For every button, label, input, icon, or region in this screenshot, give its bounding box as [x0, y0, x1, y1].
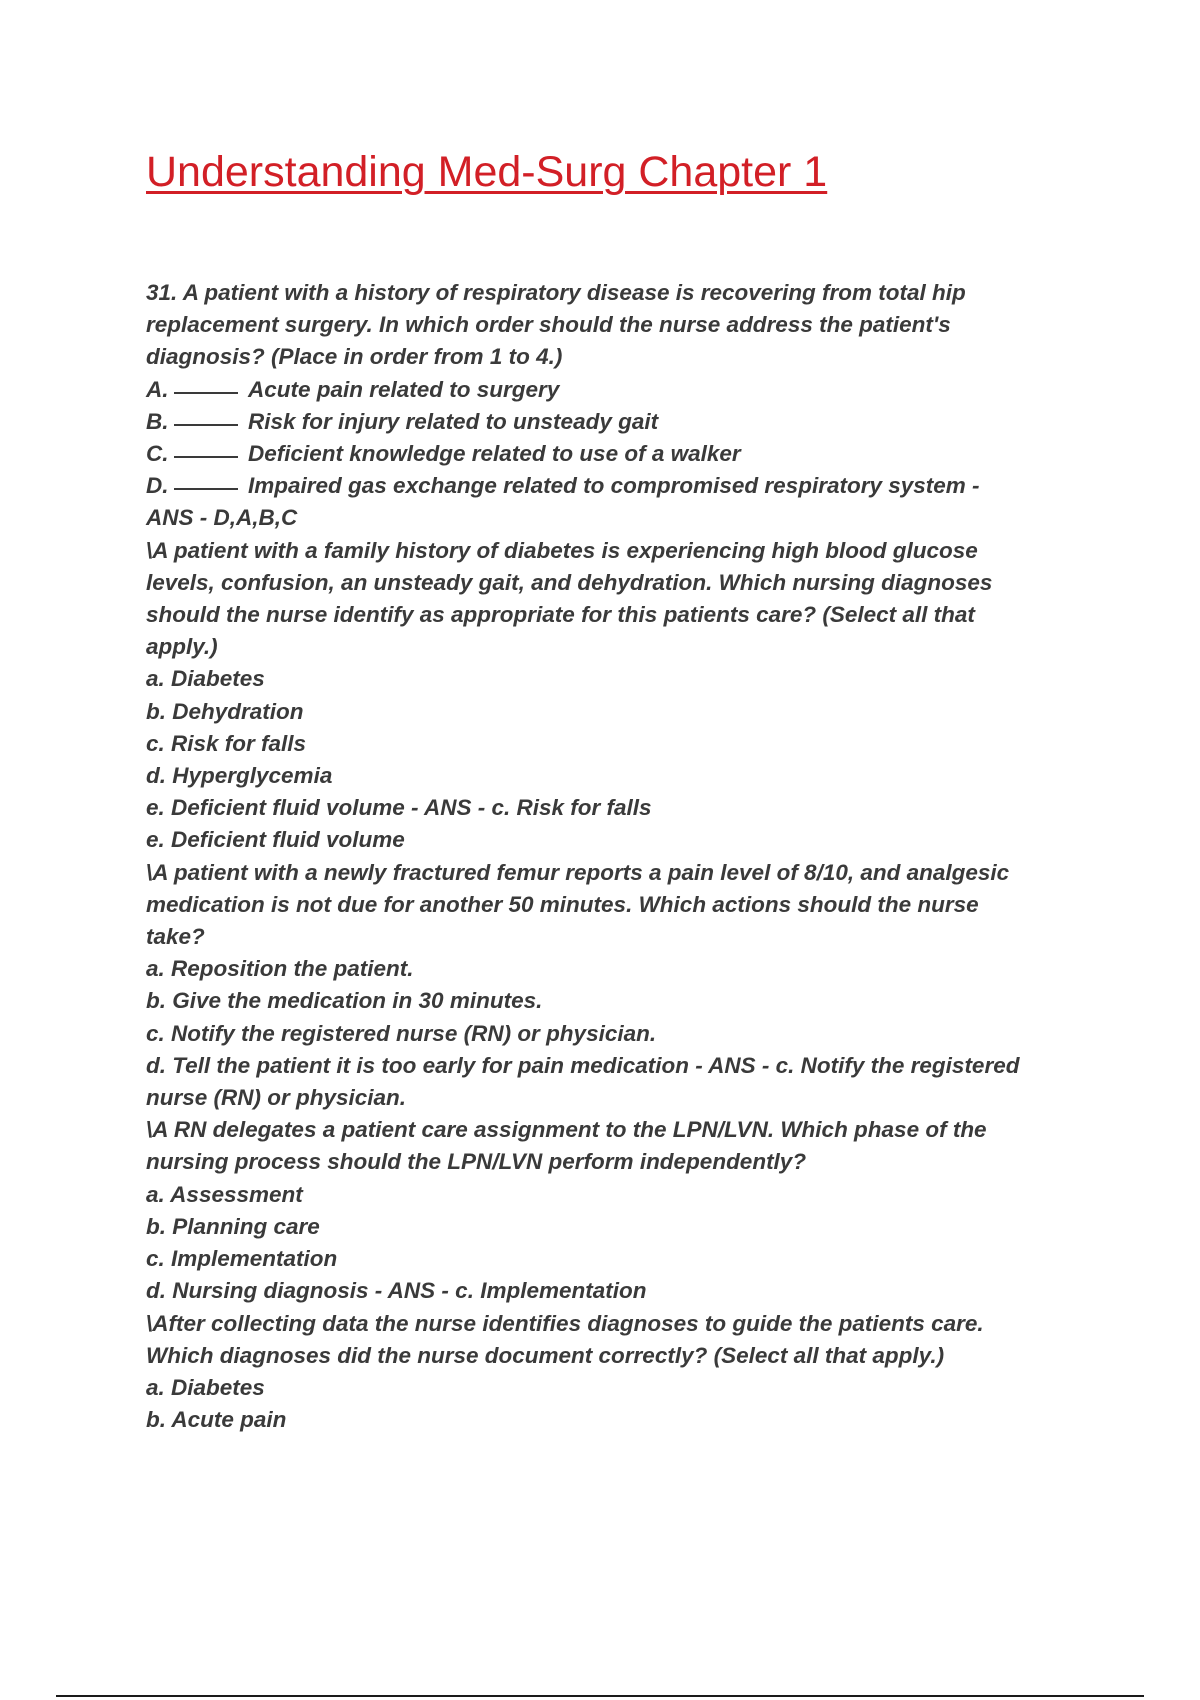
question-text-line: 31. A patient with a history of respiratory disease is recovering from total hip [146, 280, 966, 305]
question-diabetes-diagnoses [146, 535, 1096, 857]
answer-option: b. Give the medication in 30 minutes. [146, 988, 543, 1014]
question-text-line: \After collecting data the nurse identifies diagnoses to guide the patients care. [146, 1310, 984, 1336]
answer-option: c. Notify the registered nurse (RN) or physician. [146, 1020, 657, 1046]
answer-option: c. Implementation [146, 1246, 338, 1272]
question-text-line: diagnosis? (Place in order from 1 to 4.) [146, 344, 563, 370]
question-text-line: replacement surgery. In which order should the nurse address the patient's [146, 312, 951, 338]
fill-in-blank [174, 455, 238, 458]
option-text: Acute pain related to surgery [248, 376, 560, 402]
fill-in-blank [174, 423, 238, 426]
option-letter: A. [146, 376, 169, 402]
answer-key: ANS - D,A,B,C [146, 505, 298, 531]
option-text: Risk for injury related to unsteady gait [248, 408, 659, 434]
answer-option-a [146, 374, 1096, 406]
question-text-line: \A patient with a family history of diabetes is experiencing high blood glucose [146, 537, 978, 563]
fill-in-blank [174, 391, 238, 394]
answer-option-with-key: e. Deficient fluid volume - ANS - c. Risk for falls [146, 795, 652, 821]
question-fractured-femur [146, 857, 1096, 1115]
answer-option-c [146, 438, 1096, 470]
answer-key-continuation: nurse (RN) or physician. [146, 1085, 407, 1111]
option-letter: C. [146, 441, 169, 467]
answer-option: a. Assessment [146, 1181, 303, 1207]
option-letter: D. [146, 473, 169, 499]
question-31 [146, 277, 1096, 535]
footer-divider [56, 1695, 1144, 1697]
document-title: Understanding Med-Surg Chapter 1 [146, 148, 828, 196]
question-text-line: \A RN delegates a patient care assignment to the LPN/LVN. Which phase of the [146, 1117, 987, 1143]
question-text-line: nursing process should the LPN/LVN perform independently? [146, 1149, 807, 1175]
answer-option-d [146, 470, 1096, 502]
answer-option: c. Risk for falls [146, 730, 307, 756]
answer-option: d. Hyperglycemia [146, 763, 333, 789]
question-text-line: should the nurse identify as appropriate for this patients care? (Select all that [146, 602, 975, 628]
document-body [146, 277, 1096, 1436]
answer-option-with-key: d. Nursing diagnosis - ANS - c. Implementation [146, 1278, 647, 1304]
answer-option: a. Diabetes [146, 1374, 265, 1400]
question-documented-diagnoses [146, 1308, 1096, 1437]
question-text-line: Which diagnoses did the nurse document correctly? (Select all that apply.) [146, 1342, 945, 1368]
answer-option: a. Diabetes [146, 666, 265, 692]
question-rn-delegation [146, 1114, 1096, 1307]
question-text-line: apply.) [146, 634, 218, 660]
answer-option-with-key: d. Tell the patient it is too early for pain medication - ANS - c. Notify the registered [146, 1052, 1020, 1078]
option-text: Deficient knowledge related to use of a walker [248, 441, 741, 467]
answer-option-b [146, 406, 1096, 438]
answer-option: b. Dehydration [146, 698, 304, 724]
question-text-line: medication is not due for another 50 minutes. Which actions should the nurse [146, 891, 979, 917]
answer-option: e. Deficient fluid volume [146, 827, 405, 853]
question-text-line: take? [146, 924, 205, 950]
question-text-line: \A patient with a newly fractured femur reports a pain level of 8/10, and analgesic [146, 859, 1010, 885]
fill-in-blank [174, 487, 238, 490]
question-text-line: levels, confusion, an unsteady gait, and dehydration. Which nursing diagnoses [146, 569, 993, 595]
answer-option: a. Reposition the patient. [146, 956, 414, 982]
option-letter: B. [146, 408, 169, 434]
answer-option: b. Acute pain [146, 1407, 287, 1433]
answer-option: b. Planning care [146, 1213, 320, 1239]
option-text: Impaired gas exchange related to compromised respiratory system - [248, 473, 980, 499]
